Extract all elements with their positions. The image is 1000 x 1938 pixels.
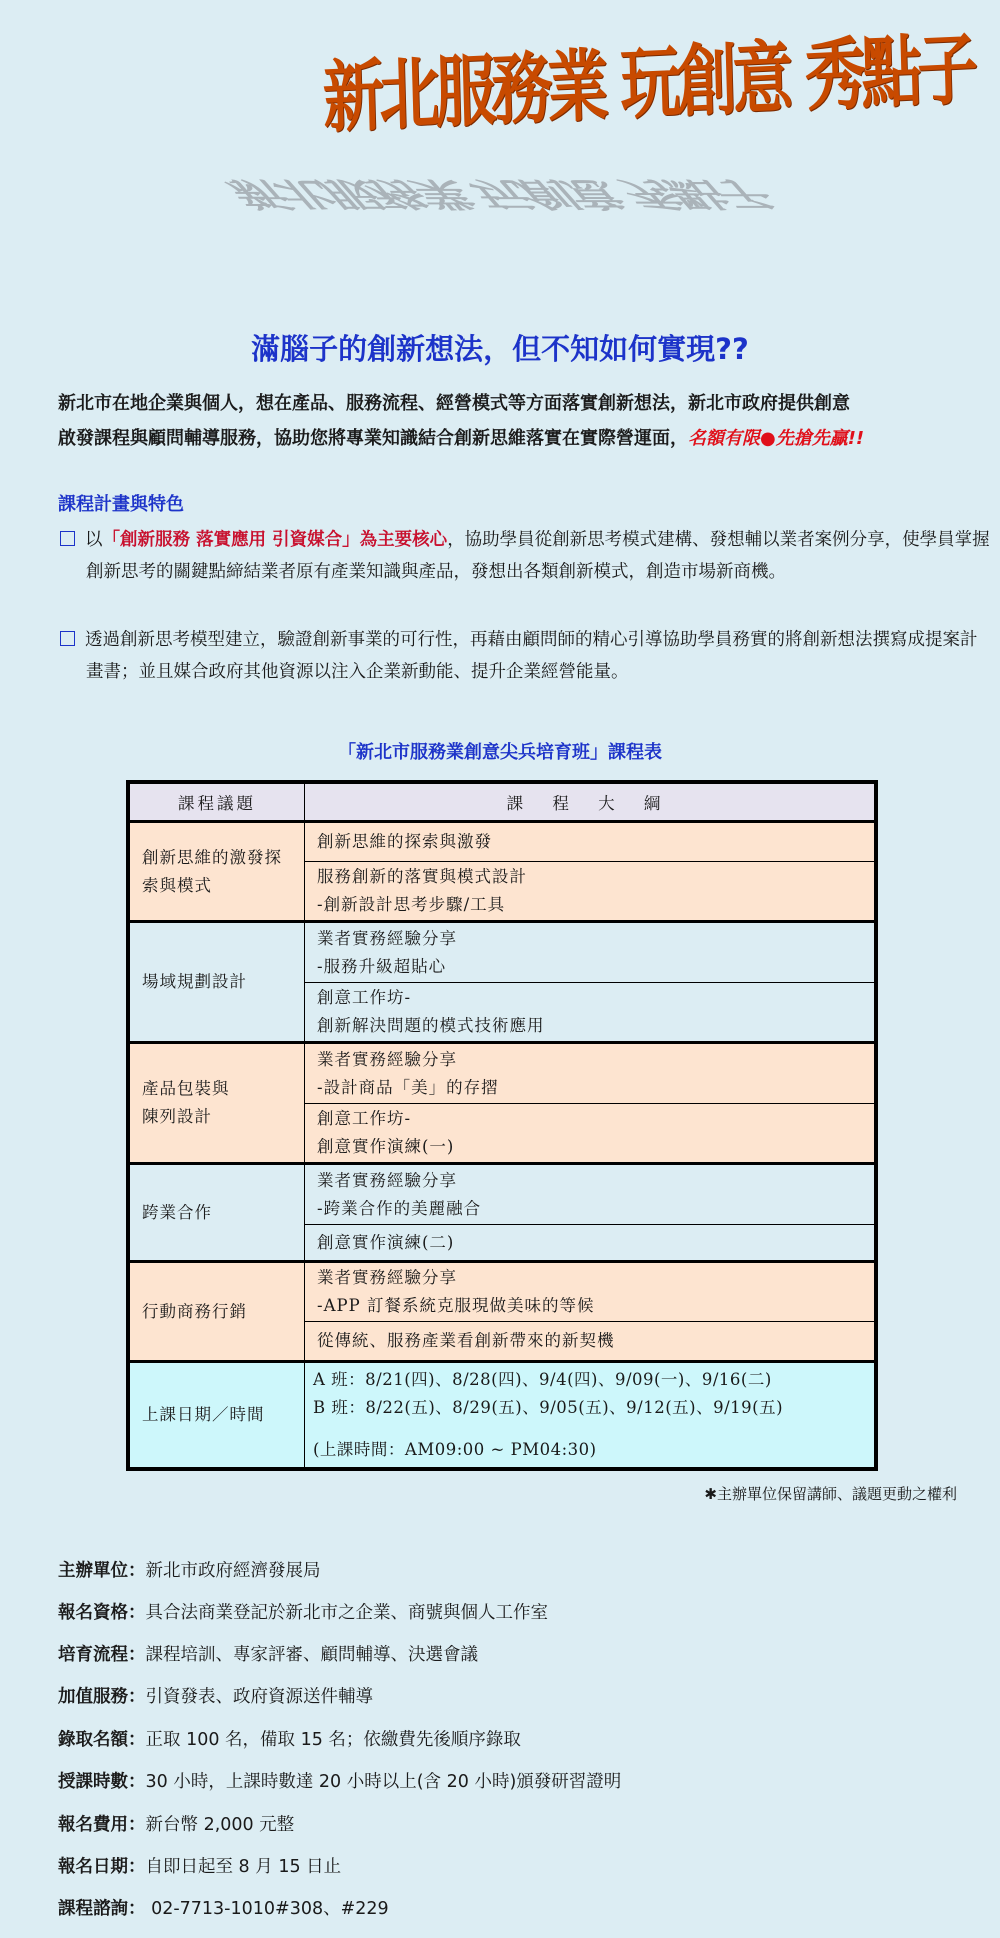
outline-cell: 創意實作演練(二) [305, 1225, 875, 1262]
feature-1-highlight: 「創新服務 落實應用 引資媒合」為主要核心 [102, 530, 448, 550]
banner-reflection: 新北服務業 玩創意 秀點子 [216, 174, 781, 213]
schedule-class-b: B 班：8/22(五)、8/29(五)、9/05(五)、9/12(五)、9/19(五) [313, 1398, 784, 1417]
outline-cell: 業者實務經驗分享 -設計商品「美」的存摺 [305, 1043, 875, 1104]
info-key: 課程諮詢： [58, 1899, 146, 1919]
section-title-features: 課程計畫與特色 [58, 494, 184, 515]
info-key: 授課時數： [58, 1772, 146, 1792]
schedule-row [130, 1362, 875, 1468]
intro-paragraph [58, 386, 963, 456]
table-row [130, 1262, 875, 1322]
topic-cell: 創新思維的激發探索與模式 [130, 822, 305, 922]
outline-cell: 業者實務經驗分享 -跨業合作的美麗融合 [305, 1164, 875, 1225]
intro-line-1: 新北市在地企業與個人，想在產品、服務流程、經營模式等方面落實創新想法，新北市政府提供創意 [58, 393, 850, 414]
feature-1-text: ，協助學員從創新思考模式建構、發想輔以業者案例分享，使學員掌握創新思考的關鍵點締結業者原有產業知識與產品，發想出各類創新模式，創造市場新商機。 [86, 530, 990, 582]
table-header-row [130, 784, 875, 822]
info-key: 報名資格： [58, 1603, 146, 1623]
outline-cell: 創意工作坊- 創意實作演練(一) [305, 1104, 875, 1164]
schedule-cell [305, 1362, 875, 1468]
info-key: 加值服務： [58, 1687, 146, 1707]
info-value: 新北市政府經濟發展局 [145, 1561, 321, 1581]
info-row-contact [58, 1895, 389, 1920]
intro-highlight: 名額有限●先搶先贏!! [688, 428, 865, 449]
info-row-hours [58, 1768, 621, 1793]
header-outline: 課 程 大 綱 [305, 784, 875, 822]
info-row-organizer [58, 1557, 321, 1582]
info-value: 引資發表、政府資源送件輔導 [145, 1687, 373, 1707]
outline-cell: 業者實務經驗分享 -APP 訂餐系統克服現做美味的等候 [305, 1262, 875, 1322]
outline-cell: 創意工作坊- 創新解決問題的模式技術應用 [305, 983, 875, 1043]
info-row-process [58, 1641, 478, 1666]
table-row [130, 1043, 875, 1104]
feature-item-1 [58, 524, 991, 588]
course-table [129, 783, 875, 1468]
info-key: 錄取名額： [58, 1730, 146, 1750]
info-row-fee [58, 1811, 294, 1836]
intro-line-2: 啟發課程與顧問輔導服務，協助您將專業知識結合創新思維落實在實際營運面， [58, 428, 688, 449]
schedule-time: (上課時間：AM09:00 ~ PM04:30) [313, 1440, 597, 1459]
topic-cell: 跨業合作 [130, 1164, 305, 1262]
info-value: 正取 100 名，備取 15 名；依繳費先後順序錄取 [145, 1730, 521, 1750]
course-table-title: 「新北市服務業創意尖兵培育班」課程表 [338, 742, 662, 763]
table-row [130, 922, 875, 983]
info-value: 02-7713-1010#308、#229 [145, 1899, 389, 1919]
info-key: 培育流程： [58, 1645, 146, 1665]
info-key: 主辦單位： [58, 1561, 146, 1581]
info-value: 具合法商業登記於新北市之企業、商號與個人工作室 [145, 1603, 548, 1623]
banner-title: 新北服務業 玩創意 秀點子 [321, 23, 975, 144]
info-key: 報名費用： [58, 1815, 146, 1835]
topic-cell: 行動商務行銷 [130, 1262, 305, 1362]
info-row-quota [58, 1726, 521, 1751]
table-row [130, 1164, 875, 1225]
info-row-eligibility [58, 1599, 548, 1624]
info-row-services [58, 1683, 373, 1708]
disclaimer-note: ✱主辦單位保留講師、議題更動之權利 [704, 1485, 957, 1503]
info-value: 課程培訓、專家評審、顧問輔導、決選會議 [145, 1645, 478, 1665]
info-value: 新台幣 2,000 元整 [145, 1815, 295, 1835]
outline-cell: 從傳統、服務產業看創新帶來的新契機 [305, 1322, 875, 1362]
feature-item-2 [58, 624, 991, 688]
outline-cell: 服務創新的落實與模式設計 -創新設計思考步驟/工具 [305, 862, 875, 922]
info-key: 報名日期： [58, 1857, 146, 1877]
feature-1-prefix: 以 [85, 530, 103, 550]
outline-cell: 業者實務經驗分享 -服務升級超貼心 [305, 922, 875, 983]
info-row-dates [58, 1853, 341, 1878]
headline: 滿腦子的創新想法，但不知如何實現?? [251, 332, 749, 366]
outline-cell: 創新思維的探索與激發 [305, 822, 875, 862]
feature-2-text: 透過創新思考模型建立，驗證創新事業的可行性，再藉由顧問師的精心引導協助學員務實的將創新想法撰寫成提案計畫書；並且媒合政府其他資源以注入企業新動能、提升企業經營能量。 [85, 630, 978, 682]
topic-cell: 產品包裝與 陳列設計 [130, 1043, 305, 1164]
schedule-class-a: A 班：8/21(四)、8/28(四)、9/4(四)、9/09(一)、9/16(二) [313, 1370, 772, 1389]
schedule-topic-cell: 上課日期／時間 [130, 1362, 305, 1468]
info-value: 30 小時，上課時數達 20 小時以上(含 20 小時)頒發研習證明 [145, 1772, 622, 1792]
info-value: 自即日起至 8 月 15 日止 [145, 1857, 342, 1877]
topic-cell: 場域規劃設計 [130, 922, 305, 1043]
table-row [130, 822, 875, 862]
checkbox-icon [60, 531, 75, 546]
header-topic: 課程議題 [130, 784, 305, 822]
checkbox-icon [60, 631, 75, 646]
